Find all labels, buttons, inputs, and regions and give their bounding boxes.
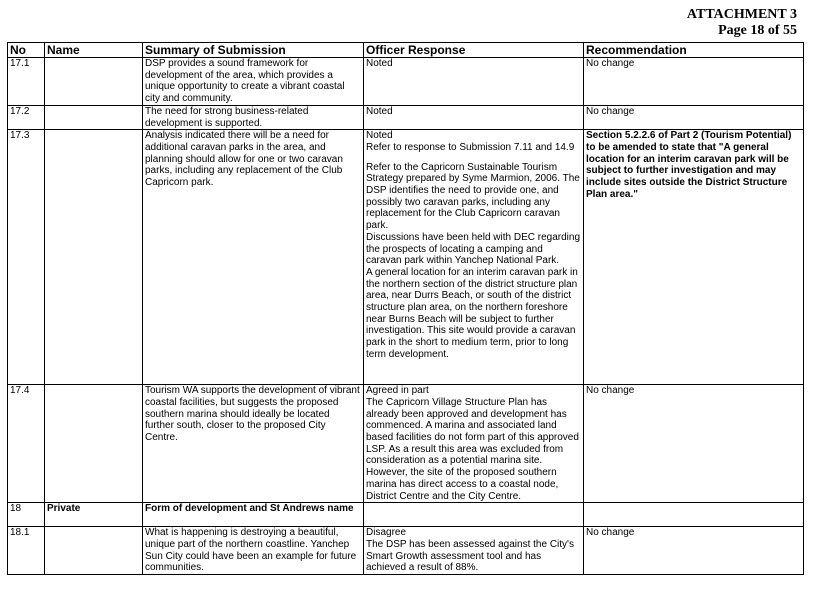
response-text: Noted	[366, 105, 393, 117]
response-text: The DSP has been assessed against the City's Smart Growth assessment tool and has achieved a result of 88%.	[366, 538, 574, 574]
cell-no: 17.4	[8, 385, 45, 503]
cell-recommendation: No change	[584, 527, 804, 575]
cell-name	[45, 130, 143, 385]
cell-summary: Form of development and St Andrews name	[143, 503, 364, 527]
submissions-table	[7, 42, 804, 575]
cell-response	[364, 503, 584, 527]
cell-recommendation	[584, 503, 804, 527]
cell-response	[364, 58, 584, 106]
cell-no: 18.1	[8, 527, 45, 575]
cell-response	[364, 385, 584, 503]
cell-name	[45, 58, 143, 106]
col-header-summary: Summary of Submission	[143, 43, 364, 58]
cell-no: 18	[8, 503, 45, 527]
table-row	[8, 385, 804, 503]
col-header-response: Officer Response	[364, 43, 584, 58]
cell-no: 17.3	[8, 130, 45, 385]
attachment-label: ATTACHMENT 3	[686, 7, 797, 22]
cell-recommendation: No change	[584, 105, 804, 129]
table-row	[8, 58, 804, 106]
cell-recommendation: No change	[584, 385, 804, 503]
cell-recommendation: Section 5.2.2.6 of Part 2 (Tourism Potential) to be amended to state that "A general location for an interim caravan park will be subject to further investigation and may include sites outside the District Structure Plan area."	[584, 130, 804, 385]
response-text: Refer to the Capricorn Sustainable Tourism Strategy prepared by Syme Marmion, 2006. The DSP identifies the need to provide one, and possibly two caravan parks, including any replacement for the Club Capricorn caravan park.	[366, 161, 580, 232]
cell-name	[45, 385, 143, 503]
response-text: Disagree	[366, 527, 407, 539]
table-header-row	[8, 43, 804, 58]
cell-summary: What is happening is destroying a beautiful, unique part of the northern coastline. Yanchep Sun City could have been an example for future communities.	[143, 527, 364, 575]
table-row	[8, 130, 804, 385]
cell-summary: DSP provides a sound framework for development of the area, which provides a unique opportunity to create a vibrant coastal city and community.	[143, 58, 364, 106]
cell-name	[45, 105, 143, 129]
response-text: Discussions have been held with DEC regarding the prospects of locating a camping and caravan park within Yanchep National Park.	[366, 231, 581, 267]
cell-no: 17.2	[8, 105, 45, 129]
cell-name: Private	[45, 503, 143, 527]
table-row	[8, 503, 804, 527]
cell-summary: Tourism WA supports the development of vibrant coastal facilities, but suggests the proposed southern marina should ideally be located further south, closer to the proposed City Centre.	[143, 385, 364, 503]
col-header-recommendation: Recommendation	[584, 43, 804, 58]
cell-response	[364, 527, 584, 575]
table-row	[8, 527, 804, 575]
response-text: A general location for an interim caravan park in the northern section of the district structure plan area, near Durrs Beach, or south of the district structure plan area, on the northern foreshore near Burns Beach will be subject to further investigation. This site would provide a caravan park in the short to medium term, prior to long term development.	[366, 266, 578, 360]
cell-response	[364, 105, 584, 129]
cell-response	[364, 130, 584, 385]
cell-no: 17.1	[8, 58, 45, 106]
response-text: Noted	[366, 58, 393, 69]
response-text: Agreed in part	[366, 385, 429, 397]
page-number: Page 18 of 55	[718, 23, 797, 38]
cell-name	[45, 527, 143, 575]
col-header-name: Name	[45, 43, 143, 58]
response-text: Noted	[366, 130, 393, 142]
table-row	[8, 105, 804, 129]
response-text: The Capricorn Village Structure Plan has already been approved and development has commenced. A marina and associated land based facilities do not form part of this approved LSP. As a result this area was excluded from consideration as a potential marina site. However, the site of the proposed southern marina has direct access to a coastal node, District Centre and the City Centre.	[366, 396, 579, 502]
cell-summary: The need for strong business-related development is supported.	[143, 105, 364, 129]
col-header-no: No	[8, 43, 45, 58]
cell-recommendation: No change	[584, 58, 804, 106]
cell-summary: Analysis indicated there will be a need for additional caravan parks in the area, and planning should allow for one or two caravan parks, including any replacement of the Club Capricorn park.	[143, 130, 364, 385]
response-text: Refer to response to Submission 7.11 and 14.9	[366, 141, 575, 153]
